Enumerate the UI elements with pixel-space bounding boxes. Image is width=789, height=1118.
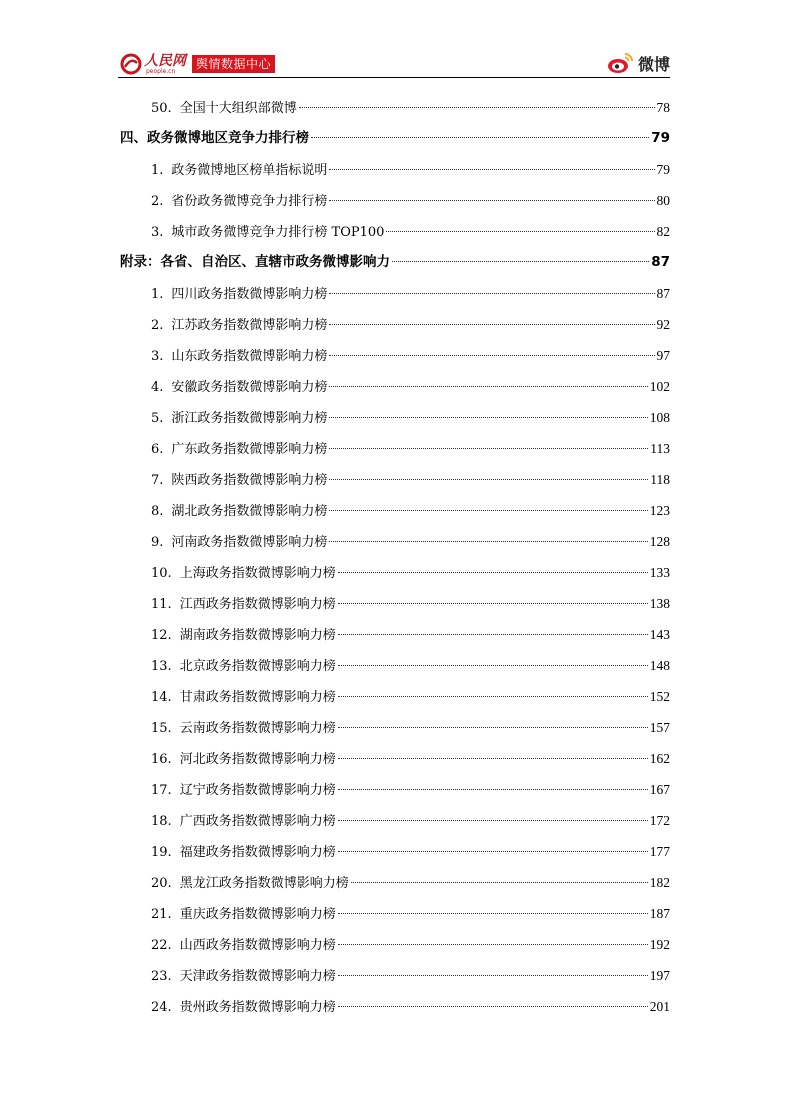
toc-item-number: 21. (151, 907, 172, 922)
toc-item-label: 省份政务微博竞争力排行榜 (171, 194, 328, 209)
toc-dot-leader (338, 603, 648, 604)
toc-page-number: 143 (649, 627, 670, 642)
toc-item-row[interactable] (120, 991, 670, 1022)
toc-item-label: 江西政务指数微博影响力榜 (179, 597, 336, 612)
toc-item-label: 四川政务指数微博影响力榜 (171, 287, 328, 302)
brand-domain: people.cn (146, 68, 176, 75)
toc-page-number: 118 (650, 472, 670, 487)
toc-item-number: 19. (151, 845, 172, 860)
toc-page-number: 97 (656, 348, 670, 363)
toc-item-label: 福建政务指数微博影响力榜 (179, 845, 336, 860)
toc-item-label: 湖北政务指数微博影响力榜 (171, 504, 328, 519)
toc-dot-leader (338, 696, 648, 697)
toc-item-label: 全国十大组织部微博 (179, 101, 297, 116)
toc-section-row[interactable] (120, 123, 670, 154)
toc-dot-leader (338, 572, 648, 573)
toc-item-label: 陕西政务指数微博影响力榜 (171, 473, 328, 488)
toc-page-number: 157 (649, 720, 670, 735)
toc-item-row[interactable] (120, 774, 670, 805)
toc-item-label: 北京政务指数微博影响力榜 (179, 659, 336, 674)
toc-dot-leader (338, 665, 648, 666)
toc-page-number: 167 (649, 782, 670, 797)
toc-item-label: 附录：各省、自治区、直辖市政务微博影响力 (120, 254, 390, 270)
toc-page-number: 148 (649, 658, 670, 673)
toc-item-label: 城市政务微博竞争力排行榜 TOP100 (171, 225, 385, 240)
toc-item-number: 50. (151, 101, 172, 116)
toc-item-label: 河南政务指数微博影响力榜 (171, 535, 328, 550)
toc-dot-leader (338, 634, 648, 635)
toc-item-row[interactable] (120, 960, 670, 991)
toc-dot-leader (392, 261, 649, 262)
toc-page-number: 102 (649, 379, 670, 394)
toc-page-number: 133 (649, 565, 670, 580)
toc-item-label: 黑龙江政务指数微博影响力榜 (179, 876, 349, 891)
toc-page-number: 162 (649, 751, 670, 766)
toc-item-label: 广西政务指数微博影响力榜 (179, 814, 336, 829)
toc-item-row[interactable] (120, 185, 670, 216)
toc-dot-leader (338, 975, 648, 976)
toc-item-row[interactable] (120, 929, 670, 960)
toc-page-number: 138 (649, 596, 670, 611)
toc-section-row[interactable] (120, 247, 670, 278)
weibo-logo (607, 50, 670, 76)
toc-page-number: 128 (649, 534, 670, 549)
toc-item-row[interactable] (120, 92, 670, 123)
weibo-brand: 微博 (637, 54, 670, 74)
toc-dot-leader (338, 944, 648, 945)
toc-dot-leader (338, 789, 648, 790)
toc-item-number: 5. (151, 411, 164, 426)
toc-item-number: 10. (151, 566, 172, 581)
toc-item-row[interactable] (120, 805, 670, 836)
toc-item-label: 重庆政务指数微博影响力榜 (179, 907, 336, 922)
toc-dot-leader (329, 417, 647, 418)
toc-item-number: 11. (151, 597, 172, 612)
toc-dot-leader (338, 727, 648, 728)
toc-item-label: 江苏政务指数微博影响力榜 (171, 318, 328, 333)
toc-item-row[interactable] (120, 278, 670, 309)
toc-dot-leader (299, 107, 655, 108)
toc-dot-leader (329, 355, 654, 356)
toc-page-number: 108 (649, 410, 670, 425)
toc-item-number: 4. (151, 380, 164, 395)
toc-item-row[interactable] (120, 464, 670, 495)
toc-item-number: 15. (151, 721, 172, 736)
toc-item-row[interactable] (120, 371, 670, 402)
toc-page-number: 82 (656, 224, 670, 239)
toc-dot-leader (338, 913, 648, 914)
toc-item-row[interactable] (120, 340, 670, 371)
toc-dot-leader (329, 293, 654, 294)
toc-item-number: 2. (151, 194, 164, 209)
toc-item-number: 23. (151, 969, 172, 984)
people-logo-icon (120, 53, 142, 75)
toc-item-label: 云南政务指数微博影响力榜 (179, 721, 336, 736)
toc-dot-leader (338, 820, 648, 821)
toc-page-number: 201 (649, 999, 670, 1014)
toc-page-number: 182 (649, 875, 670, 890)
toc-dot-leader (351, 882, 648, 883)
toc-page-number: 87 (651, 254, 670, 270)
toc-page-number: 172 (649, 813, 670, 828)
toc-item-number: 16. (151, 752, 172, 767)
toc-item-number: 3. (151, 349, 164, 364)
toc-item-row[interactable] (120, 309, 670, 340)
toc-page-number: 87 (656, 286, 670, 301)
toc-dot-leader (338, 758, 648, 759)
toc-item-number: 14. (151, 690, 172, 705)
toc-item-number: 20. (151, 876, 172, 891)
toc-page-number: 78 (656, 100, 670, 115)
toc-dot-leader (311, 137, 649, 138)
toc-item-label: 甘肃政务指数微博影响力榜 (179, 690, 336, 705)
toc-item-number: 8. (151, 504, 164, 519)
toc-item-row[interactable] (120, 495, 670, 526)
toc-item-label: 湖南政务指数微博影响力榜 (179, 628, 336, 643)
toc-item-label: 山东政务指数微博影响力榜 (171, 349, 328, 364)
toc-item-row[interactable] (120, 154, 670, 185)
toc-item-number: 12. (151, 628, 172, 643)
toc-page-number: 197 (649, 968, 670, 983)
toc-dot-leader (329, 200, 654, 201)
toc-item-label: 四、政务微博地区竞争力排行榜 (120, 130, 309, 146)
toc-dot-leader (338, 1006, 648, 1007)
toc-page-number: 123 (649, 503, 670, 518)
toc-item-number: 7. (151, 473, 164, 488)
toc-page-number: 113 (650, 441, 670, 456)
toc-item-row[interactable] (120, 619, 670, 650)
toc-item-label: 政务微博地区榜单指标说明 (171, 163, 328, 178)
toc-dot-leader (329, 510, 647, 511)
toc-item-row[interactable] (120, 681, 670, 712)
toc-item-row[interactable] (120, 526, 670, 557)
toc-dot-leader (329, 324, 654, 325)
toc-item-label: 广东政务指数微博影响力榜 (171, 442, 328, 457)
toc-page-number: 79 (656, 162, 670, 177)
page-header (118, 50, 670, 78)
header-divider (118, 77, 670, 78)
toc-item-row[interactable] (120, 650, 670, 681)
toc-item-row[interactable] (120, 712, 670, 743)
toc-item-number: 17. (151, 783, 172, 798)
toc-dot-leader (329, 541, 647, 542)
toc-dot-leader (329, 169, 654, 170)
toc-page-number: 192 (649, 937, 670, 952)
toc-dot-leader (329, 448, 648, 449)
brand-name: 人民网 (144, 53, 186, 69)
toc-item-number: 2. (151, 318, 164, 333)
toc-item-number: 6. (151, 442, 164, 457)
toc-item-row[interactable] (120, 836, 670, 867)
toc-item-row[interactable] (120, 557, 670, 588)
weibo-icon (607, 51, 635, 75)
toc-item-number: 3. (151, 225, 164, 240)
toc-item-label: 山西政务指数微博影响力榜 (179, 938, 336, 953)
toc-item-row[interactable] (120, 588, 670, 619)
toc-item-number: 24. (151, 1000, 172, 1015)
toc-item-label: 天津政务指数微博影响力榜 (179, 969, 336, 984)
toc-page-number: 92 (656, 317, 670, 332)
toc-item-label: 上海政务指数微博影响力榜 (179, 566, 336, 581)
toc-item-label: 河北政务指数微博影响力榜 (179, 752, 336, 767)
people-logo (120, 52, 275, 76)
toc-item-label: 浙江政务指数微博影响力榜 (171, 411, 328, 426)
toc-item-label: 贵州政务指数微博影响力榜 (179, 1000, 336, 1015)
toc-item-row[interactable] (120, 402, 670, 433)
toc-item-row[interactable] (120, 898, 670, 929)
toc-item-number: 22. (151, 938, 172, 953)
toc-dot-leader (329, 479, 648, 480)
toc-dot-leader (329, 386, 647, 387)
toc-item-number: 1. (151, 163, 164, 178)
toc-dot-leader (386, 231, 654, 232)
toc-item-number: 18. (151, 814, 172, 829)
toc-page-number: 187 (649, 906, 670, 921)
toc-dot-leader (338, 851, 648, 852)
toc-item-row[interactable] (120, 867, 670, 898)
toc-item-row[interactable] (120, 433, 670, 464)
toc-item-row[interactable] (120, 216, 670, 247)
toc-item-number: 9. (151, 535, 164, 550)
center-label: 舆情数据中心 (192, 55, 275, 73)
table-of-contents (120, 92, 670, 1022)
toc-page-number: 152 (649, 689, 670, 704)
toc-item-row[interactable] (120, 743, 670, 774)
toc-item-number: 1. (151, 287, 164, 302)
toc-item-number: 13. (151, 659, 172, 674)
toc-page-number: 177 (649, 844, 670, 859)
toc-item-label: 安徽政务指数微博影响力榜 (171, 380, 328, 395)
toc-item-label: 辽宁政务指数微博影响力榜 (179, 783, 336, 798)
toc-page-number: 79 (651, 130, 670, 146)
toc-page-number: 80 (656, 193, 670, 208)
